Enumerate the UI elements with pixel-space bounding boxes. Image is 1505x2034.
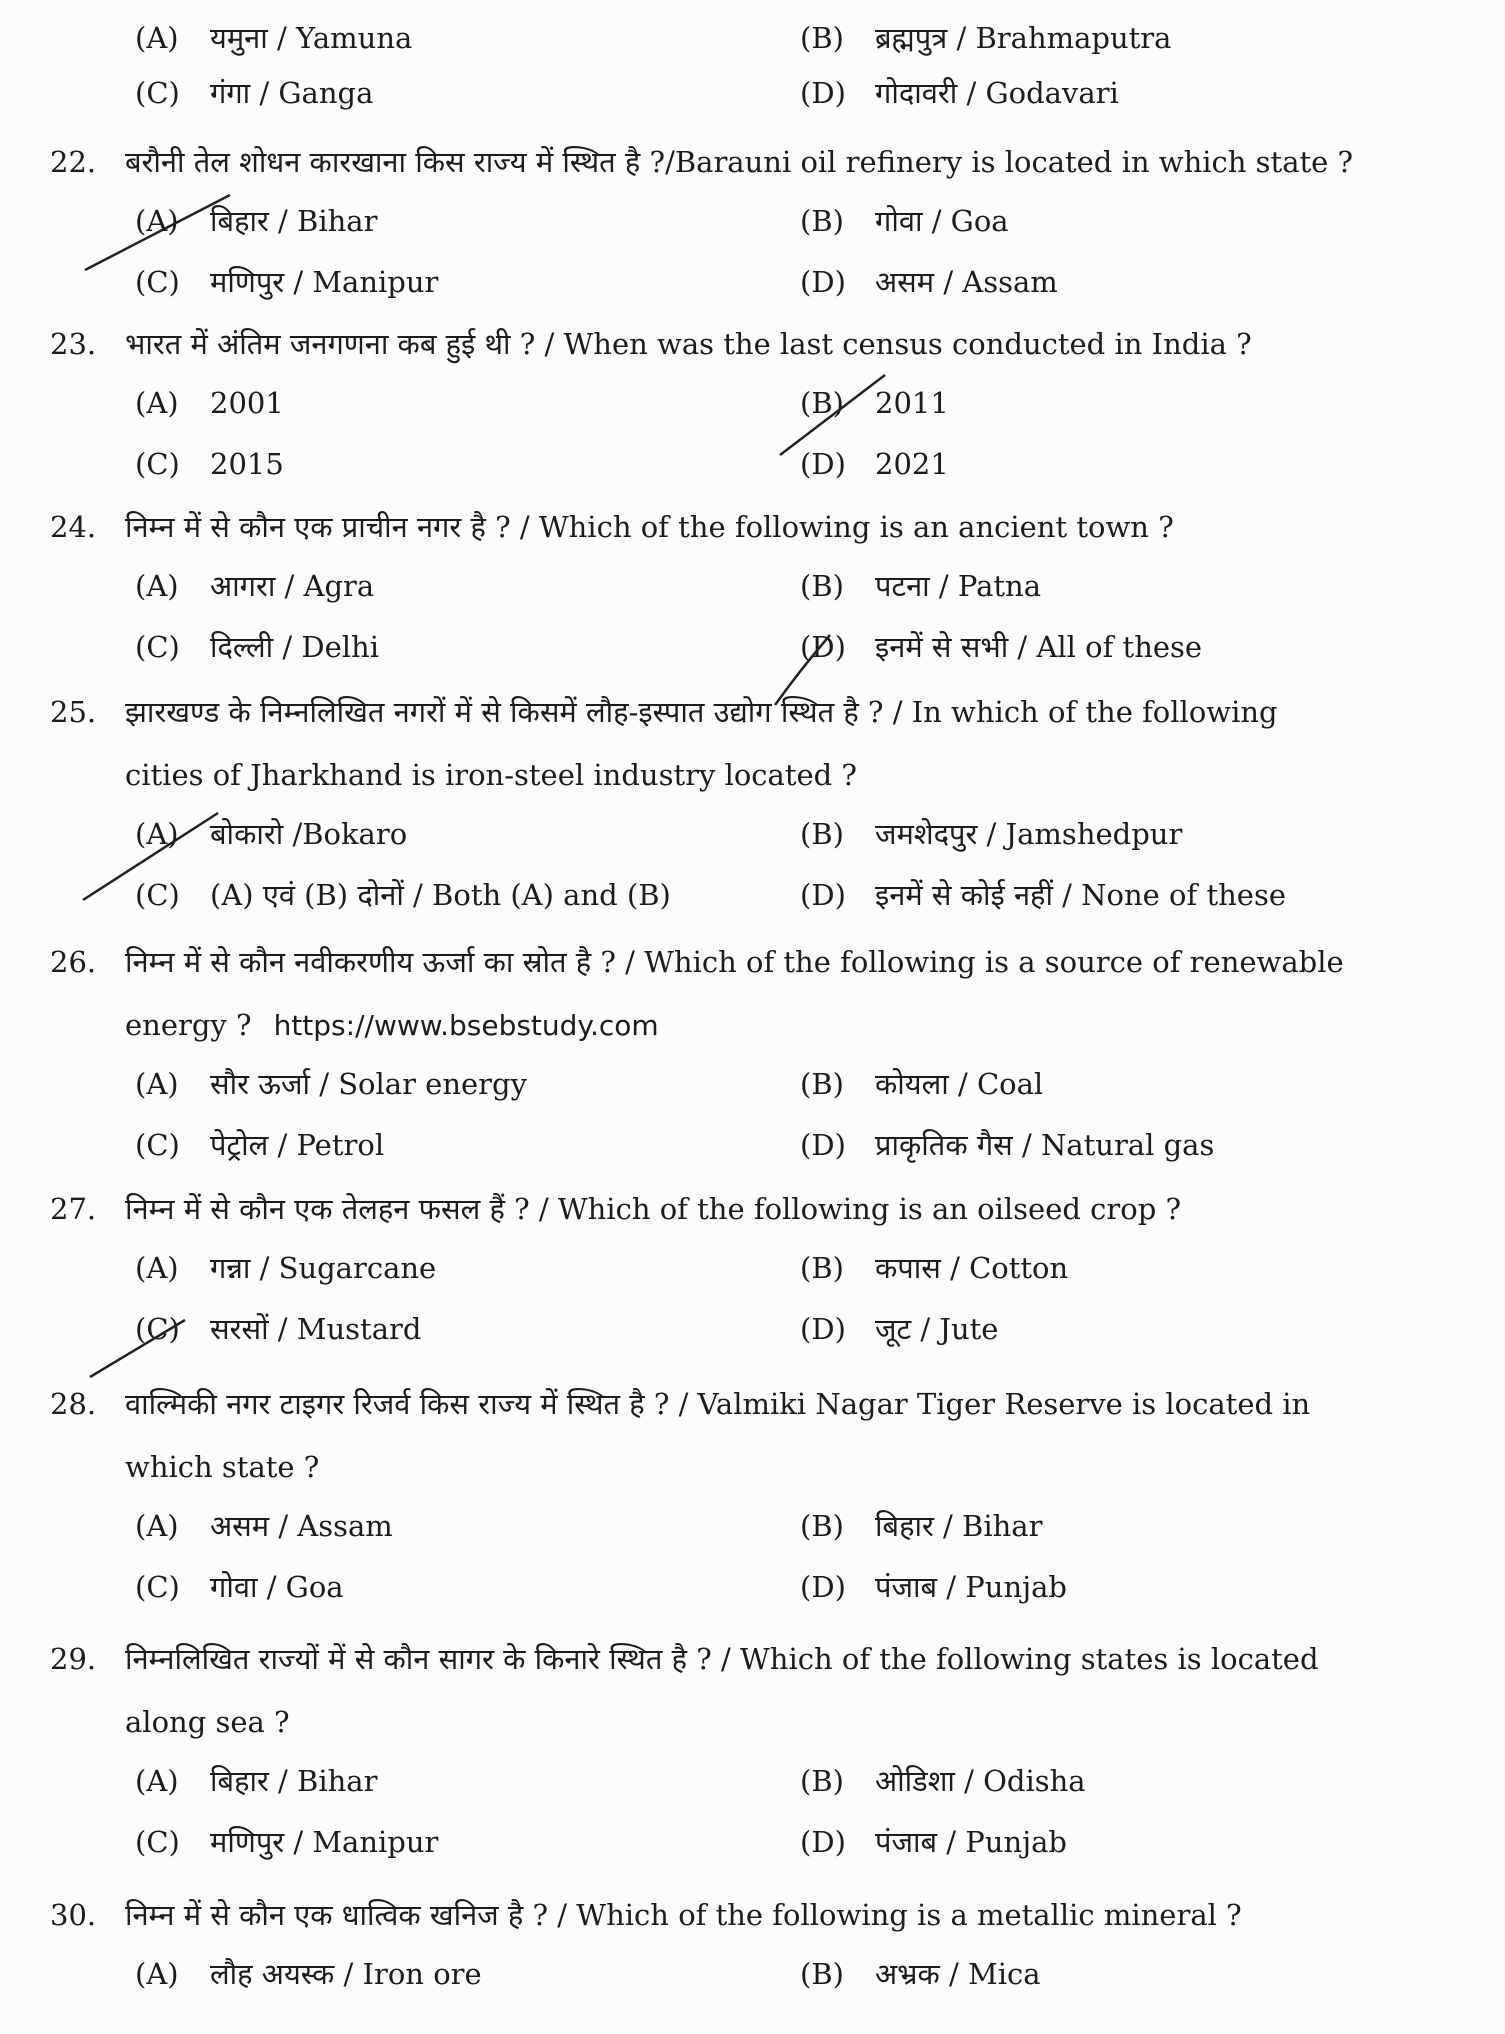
question-number: 24. bbox=[50, 510, 97, 544]
answer-tick-mark bbox=[775, 370, 895, 460]
option-c bbox=[135, 1820, 800, 1865]
question-text: भारत में अंतिम जनगणना कब हुई थी ? / When was the last census conducted in India ? bbox=[125, 327, 1252, 361]
option-label: (B) bbox=[800, 568, 844, 603]
option-d bbox=[800, 1307, 1465, 1352]
question-text-continuation: cities of Jharkhand is iron-steel industry located ? bbox=[125, 757, 857, 792]
option-c bbox=[135, 1307, 800, 1352]
option-a bbox=[135, 381, 800, 426]
option-label: (C) bbox=[135, 1824, 180, 1859]
question-23 bbox=[50, 322, 1460, 487]
question-21-fragment bbox=[50, 18, 1460, 112]
question-text: वाल्मिकी नगर टाइगर रिजर्व किस राज्य में स्थित है ? / Valmiki Nagar Tiger Reserve is located in bbox=[125, 1387, 1311, 1421]
option-text: प्राकृतिक गैस / Natural gas bbox=[875, 1127, 1215, 1162]
option-label: (C) bbox=[135, 877, 180, 912]
option-text: पटना / Patna bbox=[875, 568, 1042, 603]
question-number: 30. bbox=[50, 1898, 97, 1932]
option-a bbox=[135, 1246, 800, 1291]
option-text: गन्ना / Sugarcane bbox=[210, 1250, 437, 1285]
option-c bbox=[135, 1565, 800, 1610]
option-text: गोदावरी / Godavari bbox=[875, 76, 1119, 110]
option-d bbox=[800, 1123, 1465, 1168]
option-d bbox=[800, 625, 1465, 670]
option-label: (B) bbox=[800, 1763, 844, 1798]
option-label: (B) bbox=[800, 21, 844, 55]
question-text: निम्न में से कौन नवीकरणीय ऊर्जा का स्रोत है ? / Which of the following is a source of renewable bbox=[125, 945, 1344, 979]
option-text: मणिपुर / Manipur bbox=[210, 1824, 439, 1859]
option-d bbox=[800, 1820, 1465, 1865]
option-label: (C) bbox=[135, 264, 180, 299]
option-label: (D) bbox=[800, 1569, 846, 1604]
option-text: 2015 bbox=[210, 446, 284, 481]
option-text: कपास / Cotton bbox=[875, 1250, 1069, 1285]
option-label: (B) bbox=[800, 385, 844, 420]
options-grid bbox=[135, 1504, 1460, 1610]
option-text: पेट्रोल / Petrol bbox=[210, 1127, 385, 1162]
question-number: 23. bbox=[50, 327, 97, 361]
option-text: असम / Assam bbox=[210, 1508, 393, 1543]
option-text: गोवा / Goa bbox=[875, 203, 1009, 238]
option-b bbox=[800, 381, 1465, 426]
option-c bbox=[135, 442, 800, 487]
option-b bbox=[800, 1952, 1465, 1997]
option-label: (B) bbox=[800, 1066, 844, 1101]
option-b bbox=[800, 1504, 1465, 1549]
option-label: (D) bbox=[800, 446, 846, 481]
option-text: जूट / Jute bbox=[875, 1311, 999, 1346]
question-number: 25. bbox=[50, 695, 97, 729]
option-text: यमुना / Yamuna bbox=[210, 21, 413, 55]
option-d bbox=[800, 873, 1465, 918]
option-text: अभ्रक / Mica bbox=[875, 1956, 1041, 1991]
option-b bbox=[800, 1246, 1465, 1291]
option-a bbox=[135, 812, 800, 857]
question-number: 27. bbox=[50, 1192, 97, 1226]
option-label: (A) bbox=[135, 1763, 179, 1798]
option-b bbox=[800, 199, 1465, 244]
option-text: इनमें से सभी / All of these bbox=[875, 629, 1203, 664]
options-grid bbox=[135, 812, 1460, 918]
option-a bbox=[135, 1504, 800, 1549]
continuation-text: energy ? bbox=[125, 1007, 252, 1042]
question-text: निम्न में से कौन एक तेलहन फसल हैं ? / Which of the following is an oilseed crop ? bbox=[125, 1192, 1182, 1226]
option-label: (C) bbox=[135, 1127, 180, 1162]
option-a bbox=[135, 18, 800, 57]
option-label: (D) bbox=[800, 629, 846, 664]
option-text: 2001 bbox=[210, 385, 284, 420]
option-label: (A) bbox=[135, 1956, 179, 1991]
question-number: 22. bbox=[50, 145, 97, 179]
option-text: आगरा / Agra bbox=[210, 568, 375, 603]
option-b bbox=[800, 564, 1465, 609]
option-label: (C) bbox=[135, 1311, 180, 1346]
options-grid bbox=[135, 1246, 1460, 1352]
option-d bbox=[800, 260, 1465, 305]
option-a bbox=[135, 1759, 800, 1804]
question-29 bbox=[50, 1637, 1460, 1865]
option-d bbox=[800, 442, 1465, 487]
website-url: https://www.bsebstudy.com bbox=[273, 1008, 659, 1042]
option-text: पंजाब / Punjab bbox=[875, 1824, 1067, 1859]
option-text: इनमें से कोई नहीं / None of these bbox=[875, 877, 1287, 912]
question-24 bbox=[50, 505, 1460, 670]
question-text-continuation: which state ? bbox=[125, 1449, 320, 1484]
option-text: जमशेदपुर / Jamshedpur bbox=[875, 816, 1183, 851]
question-text: झारखण्ड के निम्नलिखित नगरों में से किसमें लौह-इस्पात उद्योग स्थित है ? / In which of the following bbox=[125, 695, 1278, 729]
question-text: निम्न में से कौन एक प्राचीन नगर है ? / Which of the following is an ancient town ? bbox=[125, 510, 1174, 544]
option-label: (D) bbox=[800, 264, 846, 299]
option-label: (A) bbox=[135, 1066, 179, 1101]
option-label: (D) bbox=[800, 877, 846, 912]
option-label: (D) bbox=[800, 76, 846, 110]
question-number: 26. bbox=[50, 945, 97, 979]
option-label: (A) bbox=[135, 816, 179, 851]
option-label: (C) bbox=[135, 446, 180, 481]
option-label: (A) bbox=[135, 568, 179, 603]
answer-tick-mark bbox=[85, 1312, 195, 1382]
option-text: बिहार / Bihar bbox=[210, 1763, 378, 1798]
option-label: (B) bbox=[800, 1956, 844, 1991]
option-text: 2021 bbox=[875, 446, 949, 481]
option-label: (C) bbox=[135, 1569, 180, 1604]
option-b bbox=[800, 18, 1465, 57]
answer-tick-mark bbox=[80, 185, 240, 275]
option-text: गोवा / Goa bbox=[210, 1569, 344, 1604]
options-grid bbox=[135, 199, 1460, 305]
question-text-continuation: along sea ? bbox=[125, 1704, 290, 1739]
option-label: (B) bbox=[800, 1250, 844, 1285]
option-b bbox=[800, 1759, 1465, 1804]
option-label: (D) bbox=[800, 1127, 846, 1162]
question-text: निम्न में से कौन एक धात्विक खनिज है ? / Which of the following is a metallic mineral ? bbox=[125, 1898, 1242, 1932]
question-text: निम्नलिखित राज्यों में से कौन सागर के किनारे स्थित है ? / Which of the following states is located bbox=[125, 1642, 1319, 1676]
option-text: गंगा / Ganga bbox=[210, 76, 374, 110]
question-number: 28. bbox=[50, 1387, 97, 1421]
option-c bbox=[135, 73, 800, 112]
option-c bbox=[135, 625, 800, 670]
option-text: दिल्ली / Delhi bbox=[210, 629, 380, 664]
option-label: (D) bbox=[800, 1824, 846, 1859]
option-a bbox=[135, 1952, 800, 1997]
option-text: पंजाब / Punjab bbox=[875, 1569, 1067, 1604]
option-text: सौर ऊर्जा / Solar energy bbox=[210, 1066, 527, 1101]
question-text-continuation bbox=[50, 1003, 1460, 1048]
option-d bbox=[800, 73, 1465, 112]
option-label: (D) bbox=[800, 1311, 846, 1346]
options-grid bbox=[135, 1952, 1460, 1997]
option-text: ब्रह्मपुत्र / Brahmaputra bbox=[875, 21, 1172, 55]
options-grid bbox=[135, 1759, 1460, 1865]
options-grid bbox=[135, 1062, 1460, 1168]
option-label: (A) bbox=[135, 385, 179, 420]
option-label: (B) bbox=[800, 1508, 844, 1543]
answer-tick-mark bbox=[78, 805, 228, 905]
option-text: सरसों / Mustard bbox=[210, 1311, 422, 1346]
option-text: बिहार / Bihar bbox=[210, 203, 378, 238]
question-number: 29. bbox=[50, 1642, 97, 1676]
option-d bbox=[800, 1565, 1465, 1610]
option-text: कोयला / Coal bbox=[875, 1066, 1044, 1101]
question-27 bbox=[50, 1187, 1460, 1352]
question-30 bbox=[50, 1893, 1460, 1997]
option-text: मणिपुर / Manipur bbox=[210, 264, 439, 299]
option-b bbox=[800, 1062, 1465, 1107]
question-28 bbox=[50, 1382, 1460, 1610]
option-a bbox=[135, 564, 800, 609]
option-label: (B) bbox=[800, 203, 844, 238]
option-text: बोकारो /Bokaro bbox=[210, 816, 408, 851]
option-c bbox=[135, 873, 800, 918]
option-label: (B) bbox=[800, 816, 844, 851]
option-text: 2011 bbox=[875, 385, 949, 420]
option-label: (C) bbox=[135, 76, 180, 110]
option-a bbox=[135, 1062, 800, 1107]
option-label: (A) bbox=[135, 203, 179, 238]
option-text: बिहार / Bihar bbox=[875, 1508, 1043, 1543]
question-25 bbox=[50, 690, 1460, 918]
option-text: ओडिशा / Odisha bbox=[875, 1763, 1086, 1798]
option-label: (C) bbox=[135, 629, 180, 664]
option-b bbox=[800, 812, 1465, 857]
option-text: लौह अयस्क / Iron ore bbox=[210, 1956, 482, 1991]
answer-tick-mark bbox=[770, 630, 850, 710]
question-text: बरौनी तेल शोधन कारखाना किस राज्य में स्थित है ?/Barauni oil refinery is located in which state ? bbox=[125, 145, 1354, 179]
option-text: असम / Assam bbox=[875, 264, 1058, 299]
option-c bbox=[135, 1123, 800, 1168]
option-text: (A) एवं (B) दोनों / Both (A) and (B) bbox=[210, 877, 671, 912]
question-22 bbox=[50, 140, 1460, 305]
option-label: (A) bbox=[135, 1508, 179, 1543]
options-grid bbox=[135, 18, 1460, 112]
option-label: (A) bbox=[135, 1250, 179, 1285]
question-26 bbox=[50, 940, 1460, 1168]
option-label: (A) bbox=[135, 21, 179, 55]
